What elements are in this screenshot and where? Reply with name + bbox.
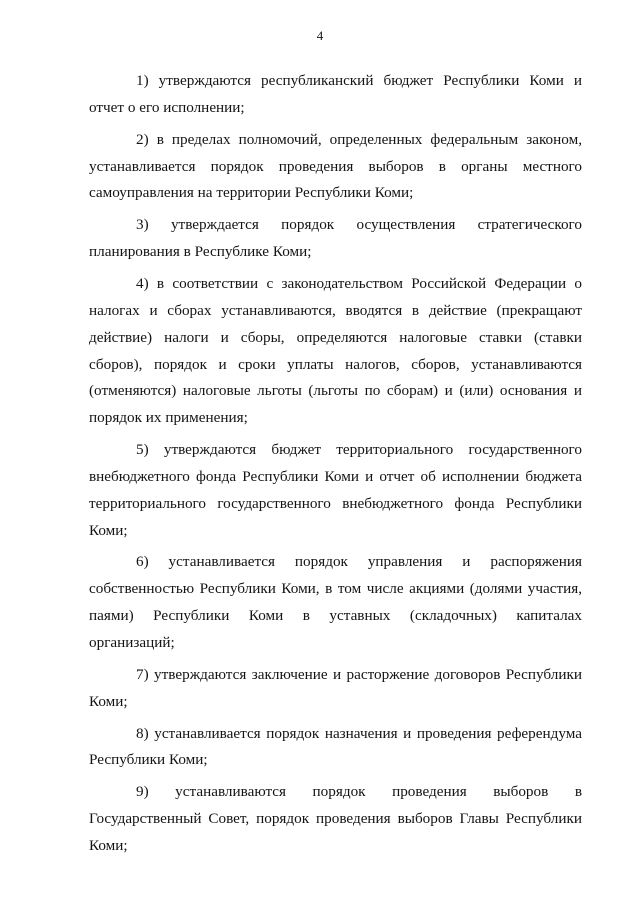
clause-line: Коми; bbox=[89, 692, 128, 710]
clause-6 bbox=[89, 549, 582, 656]
clause-line: паями) Республики Коми в уставных (складочных) капиталах bbox=[89, 607, 582, 625]
clause-line: сборов), порядок и сроки уплаты налогов, сборов, устанавливаются bbox=[89, 355, 582, 373]
document-body bbox=[89, 68, 582, 865]
clause-3 bbox=[89, 212, 582, 266]
clause-line: территориального государственного внебюджетного фонда Республики bbox=[89, 494, 582, 512]
clause-line: 5) утверждаются бюджет территориального государственного bbox=[136, 441, 582, 459]
clause-line: организаций; bbox=[89, 633, 175, 651]
page-number: 4 bbox=[316, 28, 324, 43]
clause-line: налогах и сборах устанавливаются, вводятся в действие (прекращают bbox=[89, 301, 582, 319]
clause-7 bbox=[89, 662, 582, 716]
clause-line: действие) налоги и сборы, определяются налоговые ставки (ставки bbox=[89, 328, 582, 346]
clause-line: 7) утверждаются заключение и расторжение договоров Республики bbox=[136, 665, 582, 683]
clause-line: 3) утверждается порядок осуществления стратегического bbox=[136, 216, 582, 234]
clause-line: 2) в пределах полномочий, определенных федеральным законом, bbox=[136, 130, 582, 148]
clause-line: порядок их применения; bbox=[89, 409, 248, 427]
clause-line: планирования в Республике Коми; bbox=[89, 243, 312, 261]
clause-8 bbox=[89, 721, 582, 775]
clause-line: собственностью Республики Коми, в том числе акциями (долями участия, bbox=[89, 580, 582, 598]
clause-line: внебюджетного фонда Республики Коми и отчет об исполнении бюджета bbox=[89, 467, 582, 485]
clause-2 bbox=[89, 127, 582, 207]
clause-line: отчет о его исполнении; bbox=[89, 98, 245, 116]
clause-line: Государственный Совет, порядок проведения выборов Главы Республики bbox=[89, 810, 582, 828]
clause-1 bbox=[89, 68, 582, 122]
clause-4 bbox=[89, 271, 582, 432]
clause-line: 8) устанавливается порядок назначения и проведения референдума bbox=[136, 724, 582, 742]
clause-line: Республики Коми; bbox=[89, 751, 208, 769]
clause-line: 4) в соответствии с законодательством Российской Федерации о bbox=[136, 275, 582, 293]
clause-9 bbox=[89, 779, 582, 859]
clause-line: Коми; bbox=[89, 521, 128, 539]
clause-line: самоуправления на территории Республики Коми; bbox=[89, 184, 414, 202]
clause-5 bbox=[89, 437, 582, 544]
clause-line: 9) устанавливаются порядок проведения выборов в bbox=[136, 783, 582, 801]
clause-line: Коми; bbox=[89, 837, 128, 855]
clause-line: 6) устанавливается порядок управления и распоряжения bbox=[136, 553, 582, 571]
clause-line: 1) утверждаются республиканский бюджет Республики Коми и bbox=[136, 72, 582, 89]
clause-line: устанавливается порядок проведения выборов в органы местного bbox=[89, 157, 582, 175]
clause-line: (отменяются) налоговые льготы (льготы по сборам) и (или) основания и bbox=[89, 382, 582, 400]
